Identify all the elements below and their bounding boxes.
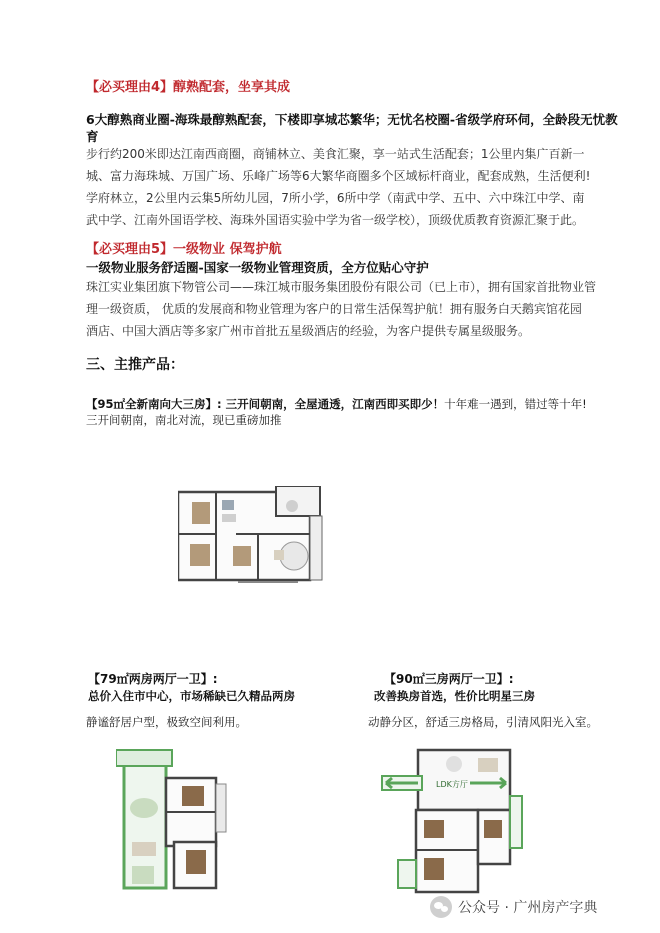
wechat-icon xyxy=(430,896,452,918)
watermark xyxy=(430,896,597,918)
product95-headline-bold: 【95㎡全新南向大三房】: 三开间朝南，全屋通透，江南西即买即少！ xyxy=(86,397,445,411)
product90-desc: 动静分区，舒适三房格局，引清风阳光入室。 xyxy=(368,715,598,729)
reason4-body-line: 城、富力海珠城、万国广场、乐峰广场等6大繁华商圈多个区域标杆商业，配套成熟，生活便利! xyxy=(86,169,591,183)
reason4-subhead-line2: 育 xyxy=(86,129,99,144)
reason4-subhead-line1: 6大醇熟商业圈-海珠最醇熟配套，下楼即享城芯繁华；无忧名校圈-省级学府环伺，全龄段无忧教 xyxy=(86,112,618,127)
product90-subtitle: 改善换房首选，性价比明星三房 xyxy=(374,689,535,703)
product79-desc: 静谧舒居户型，极致空间利用。 xyxy=(86,715,247,729)
product79-title: 【79㎡两房两厅一卫】: xyxy=(88,672,218,686)
reason5-body-line: 珠江实业集团旗下物管公司——珠江城市服务集团股份有限公司（已上市），拥有国家首批物业管 xyxy=(86,280,597,294)
floorplan-79-image xyxy=(116,742,236,892)
reason5-heading: 【必买理由5】一级物业 保驾护航 xyxy=(86,242,282,257)
reason4-body xyxy=(86,143,606,231)
reason4-heading: 【必买理由4】醇熟配套，坐享其成 xyxy=(86,80,291,95)
reason4-body-line: 武中学、江南外国语学校、海珠外国语实验中学为省一级学校），顶级优质教育资源汇聚于此。 xyxy=(86,213,585,227)
product90-title: 【90㎡三房两厅一卫】: xyxy=(384,672,514,686)
product95-line2: 三开间朝南，南北对流，现已重磅加推 xyxy=(86,413,282,427)
reason5-subhead: 一级物业服务舒适圈-国家一级物业管理资质，全方位贴心守护 xyxy=(86,260,429,275)
reason4-body-line: 学府林立，2公里内云集5所幼儿园，7所小学，6所中学（南武中学、五中、六中珠江中学、南 xyxy=(86,191,585,205)
product95-headline-tail: 十年难一遇到，错过等十年! xyxy=(444,397,587,411)
plan-room-label: LDK方厅 xyxy=(436,780,468,789)
product79-subtitle: 总价入住市中心，市场稀缺已久精品两房 xyxy=(88,689,295,703)
product95-headline xyxy=(86,396,587,412)
reason5-body xyxy=(86,276,606,342)
reason4-body-line: 步行约200米即达江南西商圈，商铺林立、美食汇聚，享一站式生活配套；1公里内集广百新一 xyxy=(86,147,585,161)
watermark-text: 公众号 · 广州房产字典 xyxy=(458,900,598,916)
floorplan-95-image xyxy=(178,486,330,596)
reason5-body-line: 酒店、中国大酒店等多家广州市首批五星级酒店的经验，为客户提供专属星级服务。 xyxy=(86,324,531,338)
reason5-body-line: 理一级资质， 优质的发展商和物业管理为客户的日常生活保驾护航！拥有服务白天鹅宾馆花园 xyxy=(86,302,582,316)
floorplan-90-image xyxy=(378,740,528,898)
section-title: 三、主推产品： xyxy=(86,357,184,373)
